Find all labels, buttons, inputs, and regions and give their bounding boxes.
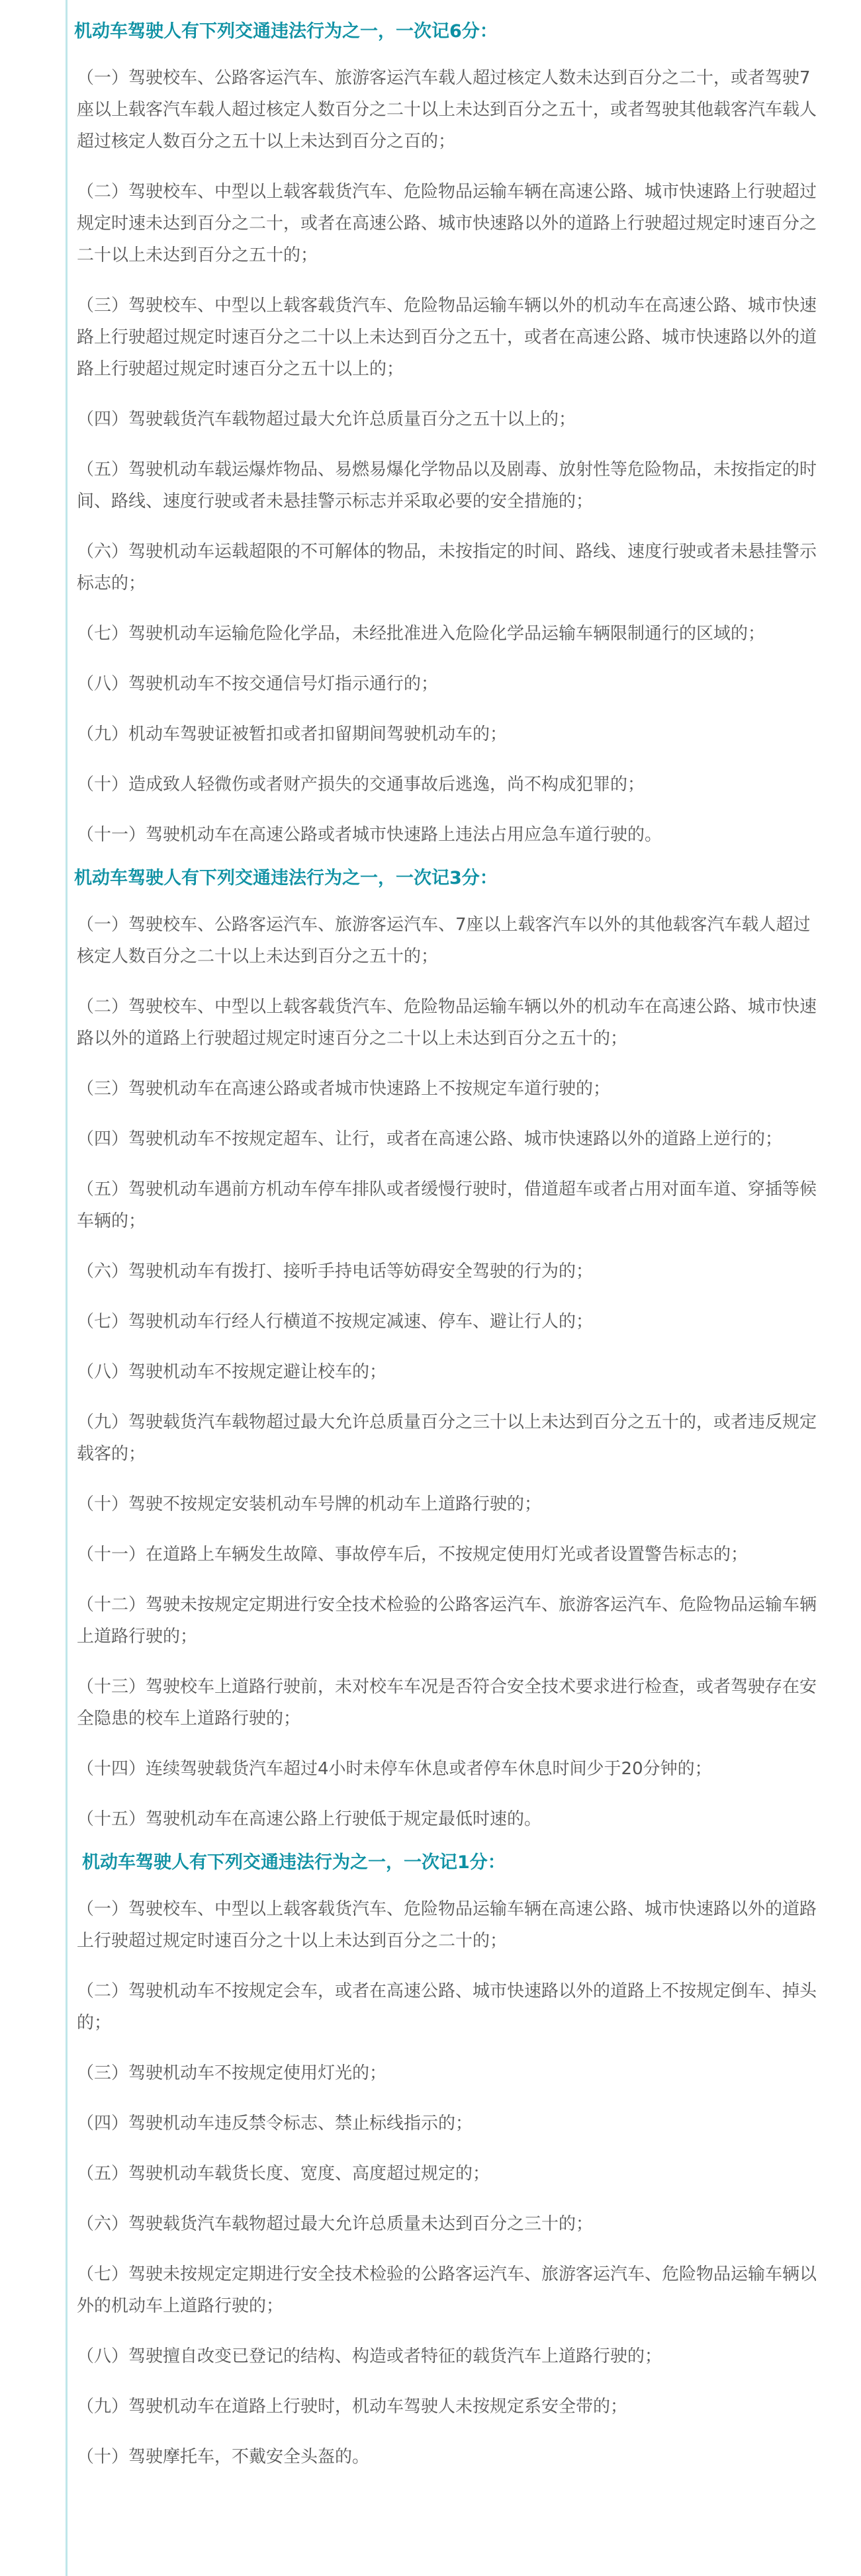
list-item: （十）驾驶摩托车，不戴安全头盔的。 bbox=[77, 2447, 370, 2467]
list-item: （五）驾驶机动车遇前方机动车停车排队或者缓慢行驶时，借道超车或者占用对面车道、穿插等候车辆的； bbox=[77, 1180, 817, 1231]
list-item: （八）驾驶擅自改变已登记的结构、构造或者特征的载货汽车上道路行驶的； bbox=[77, 2346, 662, 2366]
article-content bbox=[74, 17, 825, 2473]
list-item: （九）机动车驾驶证被暂扣或者扣留期间驾驶机动车的； bbox=[77, 724, 508, 744]
list-item: （七）驾驶未按规定定期进行安全技术检验的公路客运汽车、旅游客运汽车、危险物品运输车辆以外的机动车上道路行驶的； bbox=[77, 2264, 817, 2316]
list-item: （七）驾驶机动车行经人行横道不按规定减速、停车、避让行人的； bbox=[77, 1312, 594, 1332]
list-item: （二）驾驶机动车不按规定会车，或者在高速公路、城市快速路以外的道路上不按规定倒车、掉头的； bbox=[77, 1981, 817, 2033]
list-item: （六）驾驶机动车有拨打、接听手持电话等妨碍安全驾驶的行为的； bbox=[77, 1262, 594, 1281]
list-item: （二）驾驶校车、中型以上载客载货汽车、危险物品运输车辆在高速公路、城市快速路上行驶超过规定时速未达到百分之二十，或者在高速公路、城市快速路以外的道路上行驶超过规定时速百分之二十以上未达到百分之五十的； bbox=[77, 182, 817, 265]
left-border-line bbox=[66, 0, 68, 2576]
list-item: （一）驾驶校车、中型以上载客载货汽车、危险物品运输车辆在高速公路、城市快速路以外的道路上行驶超过规定时速百分之十以上未达到百分之二十的； bbox=[77, 1899, 817, 1951]
list-item: （十四）连续驾驶载货汽车超过4小时未停车休息或者停车休息时间少于20分钟的； bbox=[77, 1759, 712, 1779]
list-item: （二）驾驶校车、中型以上载客载货汽车、危险物品运输车辆以外的机动车在高速公路、城市快速路以外的道路上行驶超过规定时速百分之二十以上未达到百分之五十的； bbox=[77, 997, 817, 1049]
list-item: （四）驾驶载货汽车载物超过最大允许总质量百分之五十以上的； bbox=[77, 409, 576, 429]
list-item: （十）驾驶不按规定安装机动车号牌的机动车上道路行驶的； bbox=[77, 1494, 542, 1514]
list-item: （十五）驾驶机动车在高速公路上行驶低于规定最低时速的。 bbox=[77, 1809, 542, 1829]
list-item: （七）驾驶机动车运输危险化学品，未经批准进入危险化学品运输车辆限制通行的区域的； bbox=[77, 624, 766, 644]
list-item: （十）造成致人轻微伤或者财产损失的交通事故后逃逸，尚不构成犯罪的； bbox=[77, 775, 645, 794]
list-item: （三）驾驶机动车在高速公路或者城市快速路上不按规定车道行驶的； bbox=[77, 1079, 611, 1099]
list-item: （一）驾驶校车、公路客运汽车、旅游客运汽车、7座以上载客汽车以外的其他载客汽车载人超过核定人数百分之二十以上未达到百分之五十的； bbox=[77, 915, 811, 966]
list-item: （八）驾驶机动车不按交通信号灯指示通行的； bbox=[77, 674, 439, 694]
section-title-3-points: 机动车驾驶人有下列交通违法行为之一，一次记3分： bbox=[74, 868, 498, 888]
list-item: （十三）驾驶校车上道路行驶前，未对校车车况是否符合安全技术要求进行检查，或者驾驶存在安全隐患的校车上道路行驶的； bbox=[77, 1677, 817, 1729]
list-item: （十一）在道路上车辆发生故障、事故停车后，不按规定使用灯光或者设置警告标志的； bbox=[77, 1545, 748, 1565]
list-item: （一）驾驶校车、公路客运汽车、旅游客运汽车载人超过核定人数未达到百分之二十，或者驾驶7座以上载客汽车载人超过核定人数百分之二十以上未达到百分之五十，或者驾驶其他载客汽车载人超过核定人数百分之五十以上未达到百分之百的； bbox=[77, 68, 817, 151]
list-item: （三）驾驶机动车不按规定使用灯光的； bbox=[77, 2063, 387, 2083]
list-item: （六）驾驶机动车运载超限的不可解体的物品，未按指定的时间、路线、速度行驶或者未悬挂警示标志的； bbox=[77, 542, 817, 593]
list-item: （九）驾驶载货汽车载物超过最大允许总质量百分之三十以上未达到百分之五十的，或者违反规定载客的； bbox=[77, 1412, 817, 1464]
list-item: （五）驾驶机动车载运爆炸物品、易燃易爆化学物品以及剧毒、放射性等危险物品，未按指定的时间、路线、速度行驶或者未悬挂警示标志并采取必要的安全措施的； bbox=[77, 460, 817, 511]
list-item: （六）驾驶载货汽车载物超过最大允许总质量未达到百分之三十的； bbox=[77, 2214, 594, 2234]
list-item: （五）驾驶机动车载货长度、宽度、高度超过规定的； bbox=[77, 2164, 490, 2184]
list-item: （十二）驾驶未按规定定期进行安全技术检验的公路客运汽车、旅游客运汽车、危险物品运输车辆上道路行驶的； bbox=[77, 1595, 817, 1647]
list-item: （十一）驾驶机动车在高速公路或者城市快速路上违法占用应急车道行驶的。 bbox=[77, 825, 662, 845]
section-title-1-point: 机动车驾驶人有下列交通违法行为之一，一次记1分： bbox=[82, 1852, 506, 1873]
list-item: （三）驾驶校车、中型以上载客载货汽车、危险物品运输车辆以外的机动车在高速公路、城市快速路上行驶超过规定时速百分之二十以上未达到百分之五十，或者在高速公路、城市快速路以外的道路上行驶超过规定时速百分之五十以上的； bbox=[77, 296, 817, 379]
list-item: （八）驾驶机动车不按规定避让校车的； bbox=[77, 1362, 387, 1382]
list-item: （四）驾驶机动车不按规定超车、让行，或者在高速公路、城市快速路以外的道路上逆行的； bbox=[77, 1129, 783, 1149]
section-title-6-points: 机动车驾驶人有下列交通违法行为之一，一次记6分： bbox=[74, 21, 498, 42]
list-item: （四）驾驶机动车违反禁令标志、禁止标线指示的； bbox=[77, 2114, 473, 2133]
list-item: （九）驾驶机动车在道路上行驶时，机动车驾驶人未按规定系安全带的； bbox=[77, 2397, 628, 2417]
